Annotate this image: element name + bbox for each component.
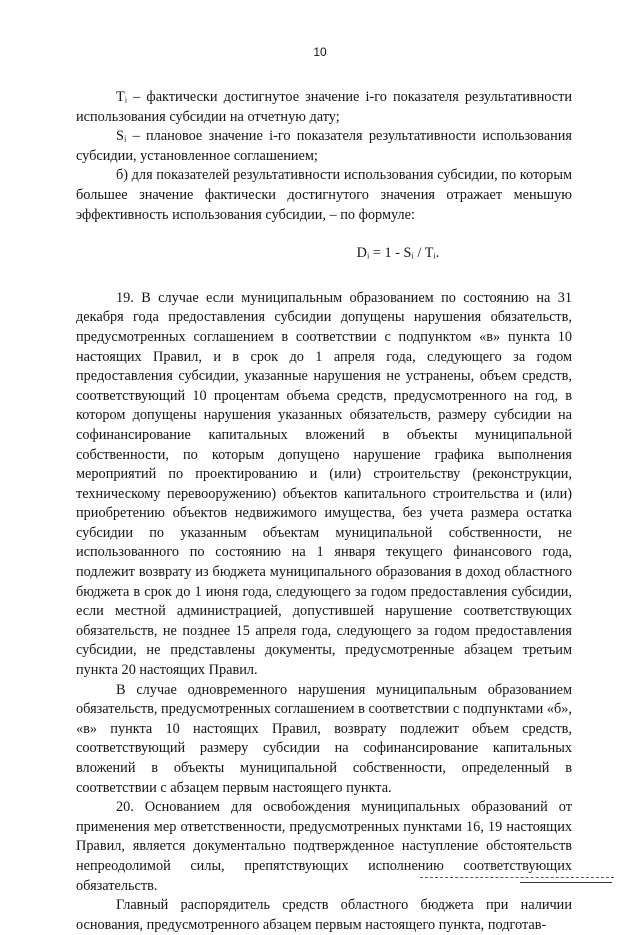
formula: Dᵢ = 1 - Sᵢ / Tᵢ. [356,245,440,262]
paragraph-19: 19. В случае если муниципальным образованием по состоянию на 31 декабря года предоставления субсидии допущены нарушения обязательств, предусмотренных соглашением в соответствии с подпунктом «в» пункта 10 настоящих Правил, и в срок до 1 апреля года, следующего за годом предоставления субсидии, указанные нарушения не устранены, объем средств, соответствующий 10 процентам объема средств, предусмотренного на год, в котором допущены нарушения указанных обязательств, размеру субсидии на софинансирование капитальных вложений в объекты муниципальной собственности, по которым допущено нарушение графика выполнения мероприятий по проектированию и (или) строительству (реконструкции, техническому перевооружению) объектов капитального строительства и (или) приобретению объектов недвижимого имущества, без учета размера остатка субсидии по указанным объектам муниципальной собственности, не использованного по состоянию на 1 января текущего финансового года, подлежит возврату из бюджета муниципального образования в доход областного бюджета в срок до 1 июня года, следующего за годом предоставления субсидии, если местной администрацией, допустившей нарушение соответствующих обязательств, не позднее 15 апреля года, следующего за годом предоставления субсидии, не представлены документы, предусмотренные абзацем третьим пункта 20 настоящих Правил. [76,289,572,679]
paragraph-formula-intro: б) для показателей результативности использования субсидии, по которым большее значение фактически достигнутого значения отражает меньшую эффективность использования субсидии, – по формуле: [76,167,572,223]
footer-divider-solid [520,882,612,883]
document-body [76,88,572,935]
page-number: 10 [313,45,327,59]
paragraph-chief-administrator: Главный распорядитель средств областного бюджета при наличии основания, предусмотренного абзацем первым настоящего пункта, подготав- [76,897,572,933]
paragraph-20: 20. Основанием для освобождения муниципальных образований от применения мер ответственности, предусмотренных пунктами 16, 19 настоящих Правил, является документально подтвержденное наступление обстоятельств непреодолимой силы, препятствующих исполнению соответствующих обязательств. [76,799,572,894]
paragraph-t-definition: Tᵢ – фактически достигнутое значение i-го показателя результативности использования субсидии на отчетную дату; [76,89,572,125]
paragraph-s-definition: Sᵢ – плановое значение i-го показателя результативности использования субсидии, установленное соглашением; [76,128,572,164]
footer-divider [420,877,614,878]
paragraph-simultaneous-violation: В случае одновременного нарушения муниципальным образованием обязательств, предусмотренных соглашением в соответствии с подпунктами «б», «в» пункта 10 настоящих Правил, возврату подлежит объем средств, соответствующий размеру субсидии на софинансирование капитальных вложений в объекты муниципальной собственности, определенный в соответствии с абзацем первым настоящего пункта. [76,681,572,796]
